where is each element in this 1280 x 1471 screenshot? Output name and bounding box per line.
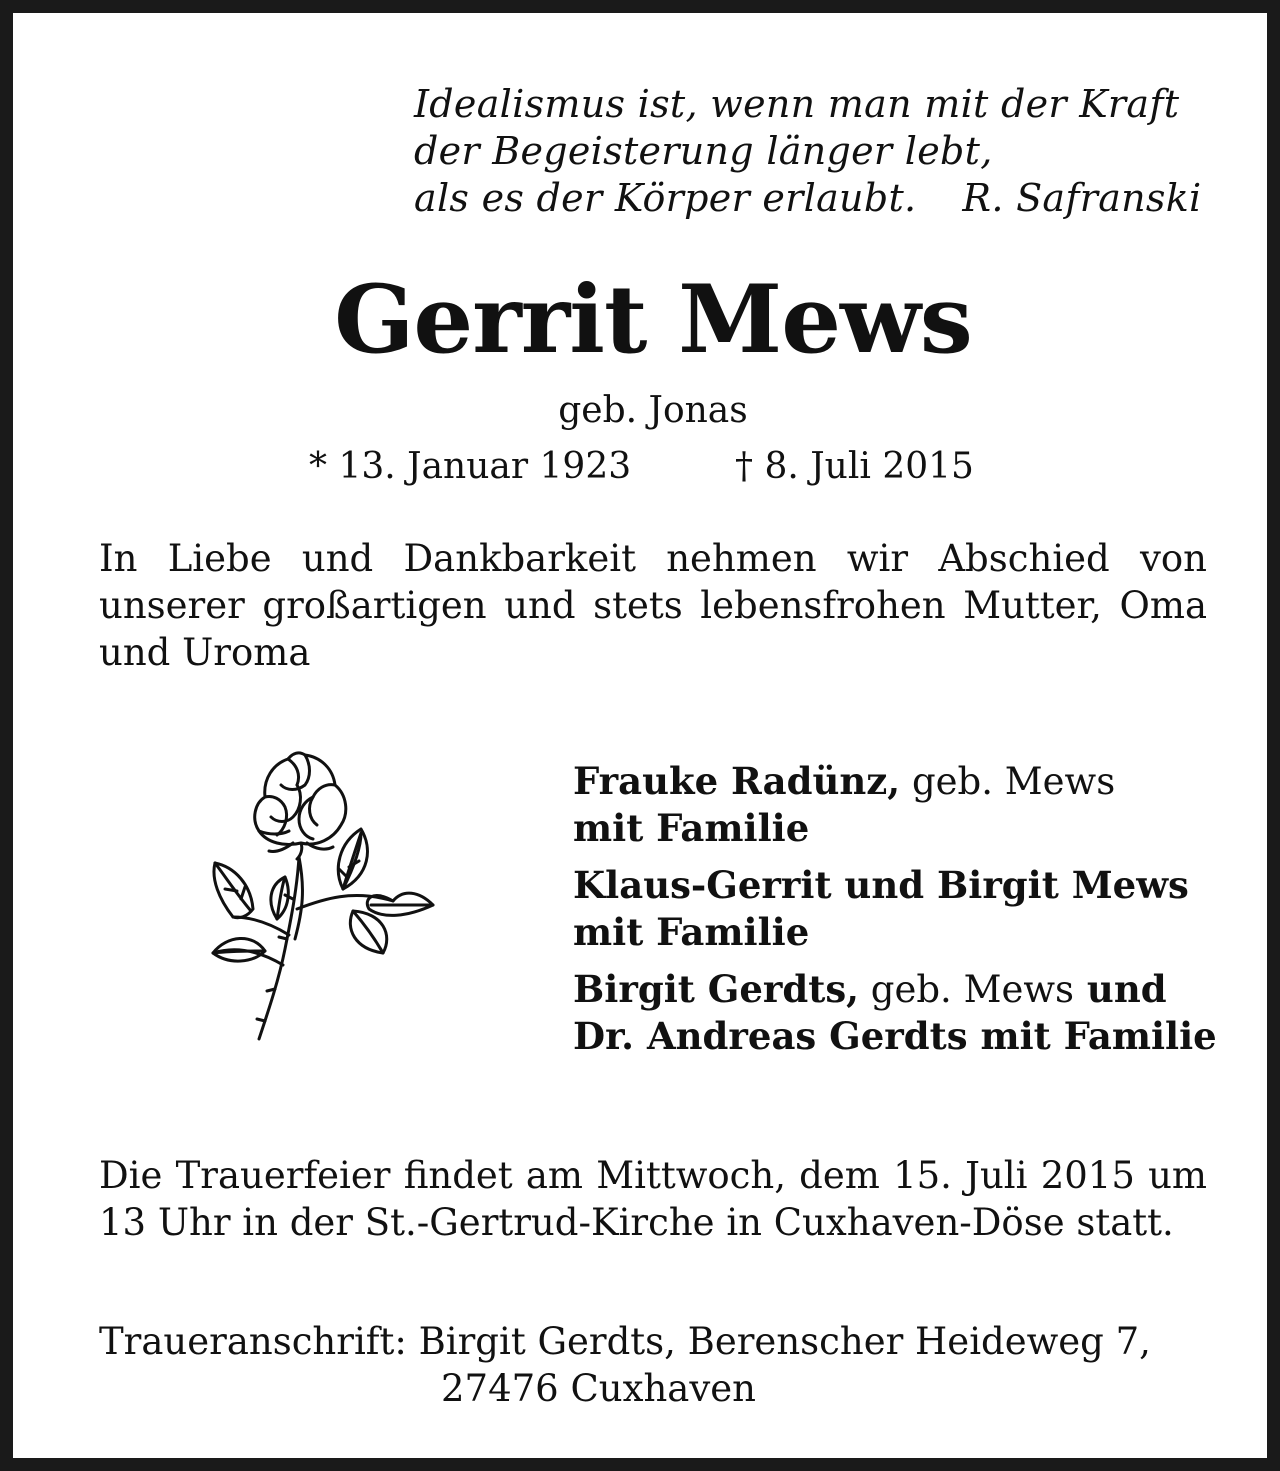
mourner-maiden-name: geb. Mews — [900, 760, 1116, 803]
mourner-entry — [573, 758, 1213, 852]
mourner-name: Klaus-Gerrit und Birgit Mews — [573, 863, 1189, 907]
death-date: † 8. Juli 2015 — [735, 446, 974, 487]
address-line-2: 27476 Cuxhaven — [441, 1367, 756, 1410]
mourner-name: Birgit Gerdts, — [573, 967, 860, 1011]
mourner-maiden-name: geb. Mews — [859, 968, 1075, 1011]
mourner-family: Dr. Andreas Gerdts mit Familie — [573, 1014, 1217, 1058]
quote-author: R. Safranski — [962, 176, 1202, 220]
mourning-address — [99, 1318, 1219, 1412]
birth-date: * 13. Januar 1923 — [309, 446, 632, 487]
quote-line-2: der Begeisterung länger lebt, — [414, 129, 993, 173]
mourner-entry — [573, 966, 1217, 1060]
mourner-family: mit Familie — [573, 910, 810, 954]
birth-name: geb. Jonas — [558, 390, 748, 431]
quote-line-1: Idealismus ist, wenn man mit der Kraft — [414, 82, 1180, 126]
address-line-1: Birgit Gerdts, Berenscher Heideweg 7, — [418, 1320, 1151, 1363]
mourner-entry — [573, 862, 1213, 956]
mourner-name: Frauke Radünz, — [573, 759, 901, 803]
mourner-family: mit Familie — [573, 806, 810, 850]
mourners-list — [573, 758, 1217, 1070]
epigraph-quote — [414, 81, 1214, 222]
rose-icon — [193, 739, 443, 1049]
mourner-conjunction: und — [1074, 967, 1167, 1011]
funeral-service-text: Die Trauerfeier findet am Mittwoch, dem 15. Juli 2015 um 13 Uhr in der St.-Gertrud-Kirche in Cuxhaven-Döse statt. — [99, 1154, 1207, 1244]
farewell-text: In Liebe und Dankbarkeit nehmen wir Abschied von unserer großartigen und stets lebensfrohen Mutter, Oma und Uroma — [99, 537, 1207, 674]
address-label: Traueranschrift: — [99, 1320, 407, 1363]
deceased-name: Gerrit Mews — [334, 265, 972, 375]
quote-line-3 — [414, 175, 1214, 222]
quote-line-3-text: als es der Körper erlaubt. — [414, 176, 917, 220]
